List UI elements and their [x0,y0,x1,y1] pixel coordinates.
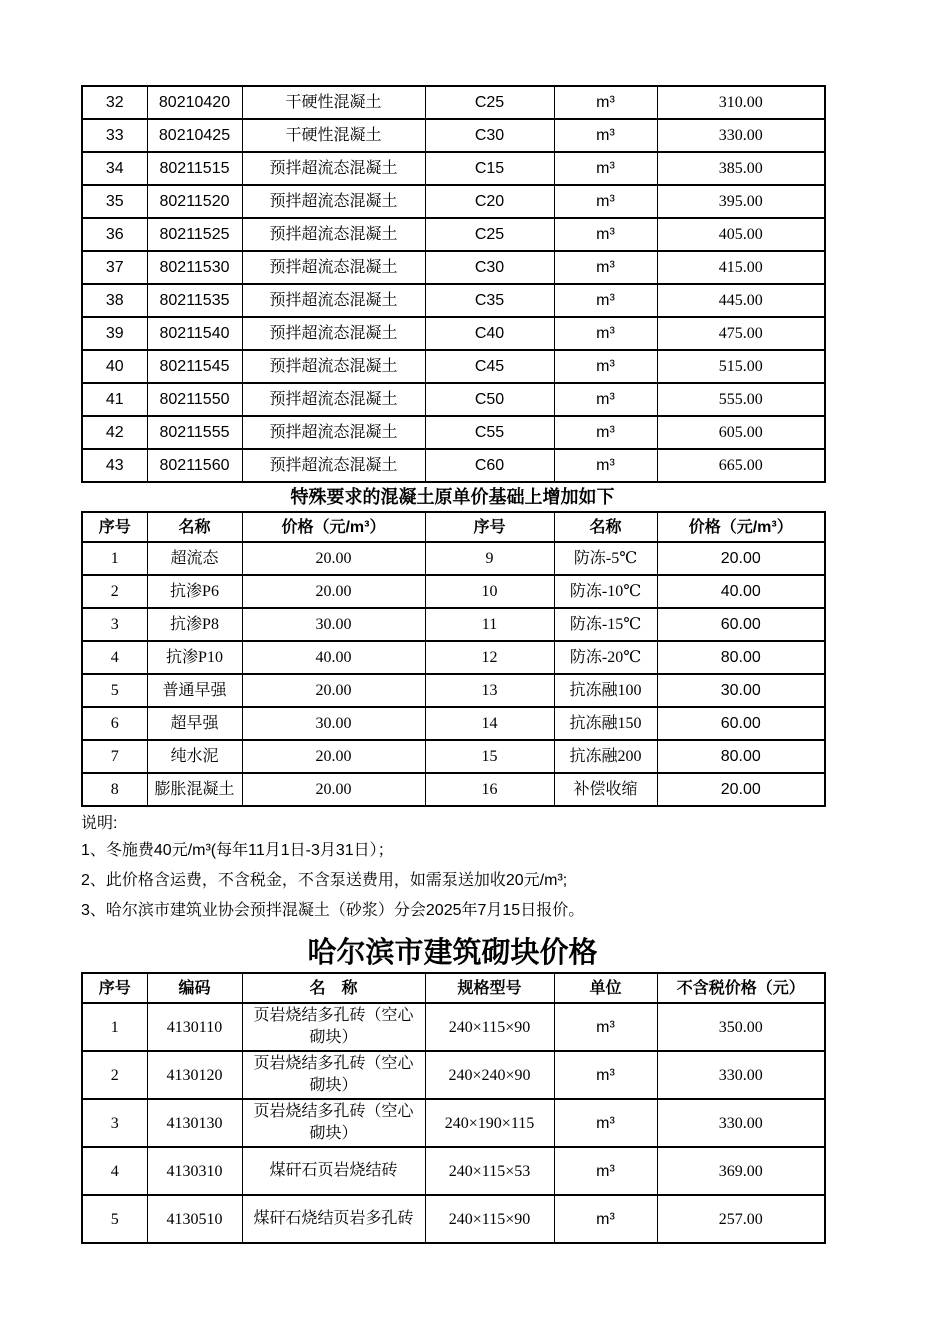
name-cell: 防冻-20℃ [554,641,657,674]
unit-cell: m³ [554,86,657,119]
seq-cell: 4 [82,1147,147,1195]
seq-cell: 35 [82,185,147,218]
unit-header: 单位 [554,973,657,1003]
price-cell: 40.00 [242,641,425,674]
name-cell: 抗冻融150 [554,707,657,740]
seq-cell: 32 [82,86,147,119]
name-cell: 页岩烧结多孔砖（空心砌块） [242,1051,425,1099]
price-cell: 445.00 [657,284,825,317]
table-row [82,185,825,218]
table-row [82,317,825,350]
spec-header: 规格型号 [425,973,554,1003]
concrete-price-table-body [82,86,825,482]
name-cell: 抗渗P6 [147,575,242,608]
seq-header: 序号 [82,973,147,1003]
note-line-3: 3、哈尔滨市建筑业协会预拌混凝土（砂浆）分会2025年7月15日报价。 [81,902,585,919]
seq-cell: 1 [82,542,147,575]
note-line-1: 1、冬施费40元/m³(每年11月1日-3月31日）； [81,842,394,859]
table-row [82,218,825,251]
grade-cell: C35 [425,284,554,317]
seq-cell: 43 [82,449,147,482]
price-cell: 515.00 [657,350,825,383]
grade-cell: C45 [425,350,554,383]
price-cell: 30.00 [242,608,425,641]
name-cell: 预拌超流态混凝土 [242,284,425,317]
price-cell: 60.00 [657,608,825,641]
price-cell: 369.00 [657,1147,825,1195]
price-cell: 30.00 [242,707,425,740]
seq-cell: 7 [82,740,147,773]
seq-cell: 39 [82,317,147,350]
code-cell: 80211535 [147,284,242,317]
name-cell: 预拌超流态混凝土 [242,449,425,482]
seq-cell: 8 [82,773,147,806]
name-cell: 煤矸石烧结页岩多孔砖 [242,1195,425,1243]
unit-cell: m³ [554,1051,657,1099]
spec-cell: 240×115×53 [425,1147,554,1195]
price-cell: 605.00 [657,416,825,449]
unit-cell: m³ [554,152,657,185]
price-cell: 20.00 [657,542,825,575]
price-cell: 20.00 [657,773,825,806]
grade-cell: C25 [425,86,554,119]
table-row [82,284,825,317]
name-cell: 防冻-15℃ [554,608,657,641]
name-cell: 预拌超流态混凝土 [242,317,425,350]
name-cell: 超流态 [147,542,242,575]
table-row [82,119,825,152]
spec-cell: 240×240×90 [425,1051,554,1099]
table-row [82,674,825,707]
table-row [82,1003,825,1051]
unit-cell: m³ [554,284,657,317]
code-cell: 80210425 [147,119,242,152]
grade-cell: C30 [425,251,554,284]
seq-cell: 38 [82,284,147,317]
table-header-row [82,973,825,1003]
spec-cell: 240×115×90 [425,1003,554,1051]
price-header: 价格（元/m³） [657,512,825,542]
name-cell: 预拌超流态混凝土 [242,152,425,185]
seq-cell: 33 [82,119,147,152]
table-row [82,707,825,740]
code-cell: 4130310 [147,1147,242,1195]
notes-label: 说明: [81,815,118,832]
code-cell: 80211555 [147,416,242,449]
name-cell: 超早强 [147,707,242,740]
grade-cell: C30 [425,119,554,152]
name-cell: 普通早强 [147,674,242,707]
table-row [82,1147,825,1195]
table-header-row [82,512,825,542]
name-header: 名称 [147,512,242,542]
seq-cell: 37 [82,251,147,284]
unit-cell: m³ [554,1147,657,1195]
code-header: 编码 [147,973,242,1003]
unit-cell: m³ [554,218,657,251]
seq-cell: 2 [82,575,147,608]
table-row [82,641,825,674]
name-cell: 预拌超流态混凝土 [242,383,425,416]
seq-cell: 9 [425,542,554,575]
code-cell: 80211545 [147,350,242,383]
grade-cell: C60 [425,449,554,482]
name-cell: 干硬性混凝土 [242,86,425,119]
price-cell: 80.00 [657,641,825,674]
price-cell: 257.00 [657,1195,825,1243]
code-cell: 80211530 [147,251,242,284]
grade-cell: C20 [425,185,554,218]
unit-cell: m³ [554,449,657,482]
table-row [82,1099,825,1147]
name-cell: 预拌超流态混凝土 [242,416,425,449]
price-cell: 40.00 [657,575,825,608]
block-price-table [81,972,826,1244]
document-page [81,85,824,1244]
seq-cell: 14 [425,707,554,740]
grade-cell: C15 [425,152,554,185]
seq-cell: 40 [82,350,147,383]
seq-header: 序号 [82,512,147,542]
special-surcharge-table [81,511,826,807]
seq-cell: 3 [82,1099,147,1147]
name-cell: 防冻-5℃ [554,542,657,575]
table-row [82,251,825,284]
seq-cell: 15 [425,740,554,773]
unit-cell: m³ [554,383,657,416]
seq-cell: 41 [82,383,147,416]
code-cell: 80211550 [147,383,242,416]
price-cell: 350.00 [657,1003,825,1051]
table-row [82,383,825,416]
unit-cell: m³ [554,119,657,152]
unit-cell: m³ [554,317,657,350]
seq-header: 序号 [425,512,554,542]
price-cell: 395.00 [657,185,825,218]
name-cell: 预拌超流态混凝土 [242,350,425,383]
seq-cell: 42 [82,416,147,449]
price-cell: 415.00 [657,251,825,284]
code-cell: 4130110 [147,1003,242,1051]
price-cell: 385.00 [657,152,825,185]
price-cell: 475.00 [657,317,825,350]
grade-cell: C40 [425,317,554,350]
seq-cell: 5 [82,674,147,707]
grade-cell: C50 [425,383,554,416]
price-cell: 405.00 [657,218,825,251]
grade-cell: C55 [425,416,554,449]
name-header: 名称 [554,512,657,542]
name-cell: 页岩烧结多孔砖（空心砌块） [242,1099,425,1147]
price-cell: 330.00 [657,119,825,152]
seq-cell: 5 [82,1195,147,1243]
unit-cell: m³ [554,251,657,284]
price-header: 价格（元/m³） [242,512,425,542]
seq-cell: 4 [82,641,147,674]
table-row [82,449,825,482]
seq-cell: 3 [82,608,147,641]
seq-cell: 2 [82,1051,147,1099]
price-cell: 30.00 [657,674,825,707]
block-price-title: 哈尔滨市建筑砌块价格 [307,937,598,969]
seq-cell: 6 [82,707,147,740]
code-cell: 4130130 [147,1099,242,1147]
spec-cell: 240×190×115 [425,1099,554,1147]
notes-section [81,811,824,926]
table-row [82,542,825,575]
name-cell: 干硬性混凝土 [242,119,425,152]
unit-cell: m³ [554,350,657,383]
seq-cell: 16 [425,773,554,806]
table-row [82,740,825,773]
concrete-price-table [81,85,826,483]
price-cell: 310.00 [657,86,825,119]
name-cell: 膨胀混凝土 [147,773,242,806]
table-row [82,1051,825,1099]
table-row [82,773,825,806]
price-cell: 20.00 [242,575,425,608]
table-row [82,608,825,641]
code-cell: 4130510 [147,1195,242,1243]
price-cell: 20.00 [242,674,425,707]
unit-cell: m³ [554,416,657,449]
name-cell: 页岩烧结多孔砖（空心砌块） [242,1003,425,1051]
grade-cell: C25 [425,218,554,251]
name-cell: 抗渗P8 [147,608,242,641]
special-requirements-heading: 特殊要求的混凝土原单价基础上增加如下 [290,487,615,507]
table-row [82,152,825,185]
unit-cell: m³ [554,1099,657,1147]
seq-cell: 10 [425,575,554,608]
special-surcharge-table-body [82,542,825,806]
price-cell: 330.00 [657,1099,825,1147]
name-cell: 防冻-10℃ [554,575,657,608]
code-cell: 80211560 [147,449,242,482]
price-cell: 330.00 [657,1051,825,1099]
seq-cell: 12 [425,641,554,674]
seq-cell: 34 [82,152,147,185]
price-header: 不含税价格（元） [657,973,825,1003]
price-cell: 665.00 [657,449,825,482]
spec-cell: 240×115×90 [425,1195,554,1243]
price-cell: 20.00 [242,542,425,575]
name-cell: 预拌超流态混凝土 [242,185,425,218]
block-price-table-body [82,1003,825,1243]
code-cell: 80211515 [147,152,242,185]
seq-cell: 1 [82,1003,147,1051]
name-cell: 煤矸石页岩烧结砖 [242,1147,425,1195]
unit-cell: m³ [554,1195,657,1243]
name-cell: 纯水泥 [147,740,242,773]
code-cell: 80211525 [147,218,242,251]
table-row [82,350,825,383]
price-cell: 20.00 [242,773,425,806]
price-cell: 80.00 [657,740,825,773]
seq-cell: 11 [425,608,554,641]
name-cell: 抗冻融200 [554,740,657,773]
code-cell: 80210420 [147,86,242,119]
code-cell: 80211540 [147,317,242,350]
unit-cell: m³ [554,1003,657,1051]
name-cell: 抗冻融100 [554,674,657,707]
seq-cell: 36 [82,218,147,251]
table-row [82,575,825,608]
name-cell: 抗渗P10 [147,641,242,674]
unit-cell: m³ [554,185,657,218]
name-cell: 补偿收缩 [554,773,657,806]
code-cell: 80211520 [147,185,242,218]
price-cell: 20.00 [242,740,425,773]
price-cell: 555.00 [657,383,825,416]
note-line-2: 2、此价格含运费，不含税金，不含泵送费用，如需泵送加收20元/m³; [81,872,568,889]
seq-cell: 13 [425,674,554,707]
table-row [82,416,825,449]
name-header: 名 称 [242,973,425,1003]
table-row [82,86,825,119]
code-cell: 4130120 [147,1051,242,1099]
table-row [82,1195,825,1243]
price-cell: 60.00 [657,707,825,740]
name-cell: 预拌超流态混凝土 [242,218,425,251]
name-cell: 预拌超流态混凝土 [242,251,425,284]
